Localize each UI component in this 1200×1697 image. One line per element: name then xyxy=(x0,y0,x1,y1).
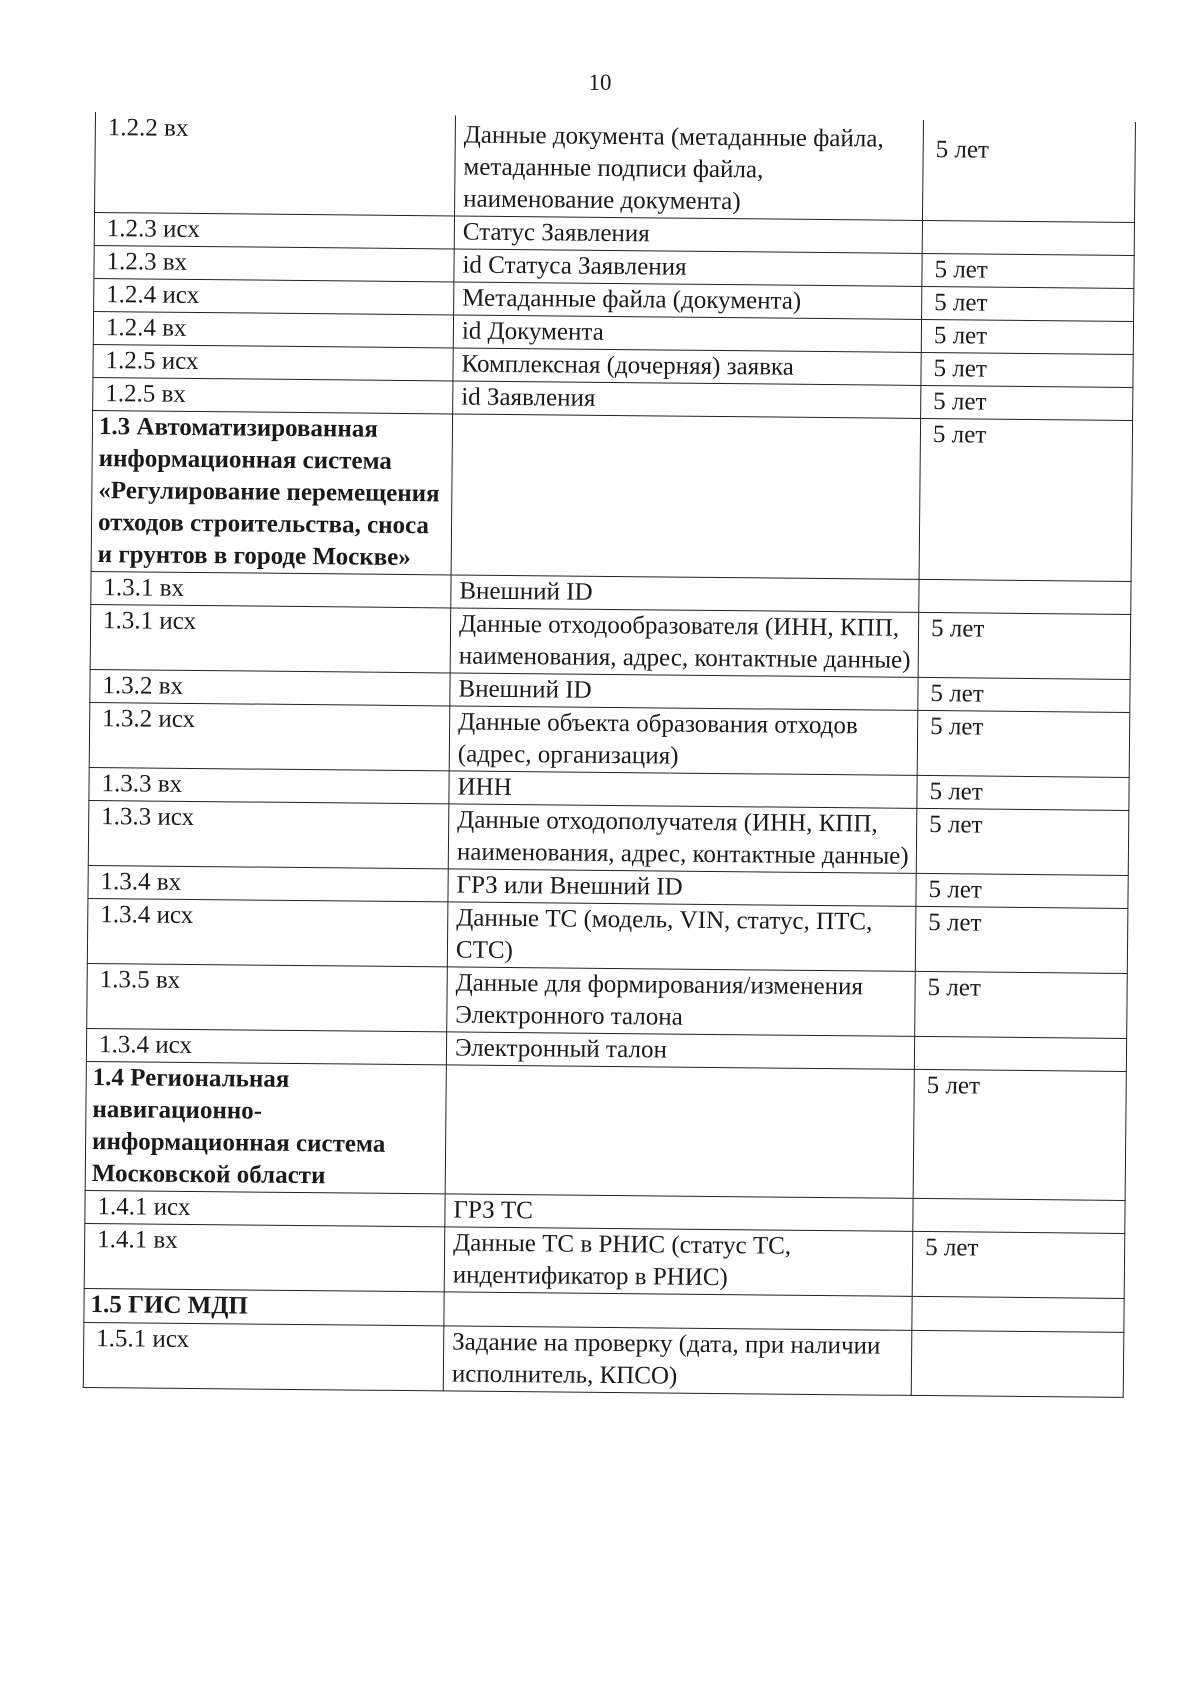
row-description xyxy=(444,1292,912,1330)
row-code: 1.3.5 вх xyxy=(87,963,448,1031)
row-term xyxy=(912,1296,1124,1332)
row-description: Данные отходополучателя (ИНН, КПП, наименования, адрес, контактные данные) xyxy=(448,804,917,873)
section-title: 1.5 ГИС МДП xyxy=(84,1288,444,1325)
row-term: 5 лет xyxy=(921,385,1133,420)
table-row xyxy=(95,112,1136,222)
row-code: 1.3.4 исх xyxy=(87,898,448,966)
row-description: Статус Заявления xyxy=(454,216,922,253)
row-code: 1.2.4 вх xyxy=(93,311,453,347)
section-title: 1.4 Региональная навигационно-информационная система Московской области xyxy=(85,1061,446,1193)
section-title: 1.3 Автоматизированная информационная система «Регулирование перемещения отходов строительства, сноса и грунтов в городе Москве» xyxy=(91,410,453,574)
row-term: 5 лет xyxy=(922,253,1134,288)
row-term: 5 лет xyxy=(913,1069,1126,1200)
row-description: id Документа xyxy=(453,315,921,352)
row-term: 5 лет xyxy=(918,612,1131,679)
row-description: Внешний ID xyxy=(451,575,919,612)
row-description: Комплексная (дочерняя) заявка xyxy=(453,348,921,385)
row-description: Данные ТС (модель, VIN, статус, ПТС, СТС) xyxy=(447,902,916,971)
row-code: 1.3.2 вх xyxy=(90,669,450,705)
section-row xyxy=(85,1061,1126,1200)
row-code: 1.3.1 вх xyxy=(91,571,451,607)
row-description: Электронный талон xyxy=(446,1032,914,1069)
row-description: Данные объекта образования отходов (адрес, организация) xyxy=(449,706,918,775)
row-code: 1.3.3 исх xyxy=(88,800,449,868)
row-description: Данные документа (метаданные файла, метаданные подписи файла, наименование документа) xyxy=(455,115,924,220)
row-code: 1.2.4 исх xyxy=(94,278,454,314)
row-description xyxy=(445,1065,914,1198)
row-code: 1.2.5 вх xyxy=(93,377,453,413)
table-row xyxy=(87,963,1128,1038)
row-description: Метаданные файла (документа) xyxy=(454,282,922,319)
section-row xyxy=(91,410,1132,581)
row-description: ГРЗ или Внешний ID xyxy=(448,869,916,906)
table-row xyxy=(84,1223,1125,1298)
row-code: 1.2.3 исх xyxy=(94,213,454,249)
row-term: 5 лет xyxy=(912,1231,1125,1298)
row-code: 1.3.3 вх xyxy=(89,767,449,803)
row-code: 1.4.1 вх xyxy=(84,1223,445,1291)
row-term xyxy=(913,1198,1125,1233)
row-code: 1.5.1 исх xyxy=(83,1322,444,1390)
row-description xyxy=(451,414,921,579)
row-term: 5 лет xyxy=(922,120,1135,223)
row-description: Данные отходообразователя (ИНН, КПП, наименования, адрес, контактные данные) xyxy=(450,608,919,677)
row-term: 5 лет xyxy=(917,710,1130,777)
table-row xyxy=(88,800,1129,875)
row-description: ГРЗ ТС xyxy=(445,1194,913,1231)
row-term: 5 лет xyxy=(916,808,1129,875)
row-code: 1.2.2 вх xyxy=(95,112,456,216)
row-description: id Заявления xyxy=(453,381,921,418)
row-code: 1.2.5 исх xyxy=(93,344,453,380)
row-code: 1.3.4 исх xyxy=(86,1028,446,1064)
row-description: id Статуса Заявления xyxy=(454,249,922,286)
row-term: 5 лет xyxy=(917,775,1129,810)
row-description: Задание на проверку (дата, при наличии исполнитель, КПСО) xyxy=(443,1326,912,1395)
row-code: 1.2.3 вх xyxy=(94,245,454,281)
row-description: Данные для формирования/изменения Электронного талона xyxy=(447,967,916,1036)
row-term xyxy=(922,220,1134,255)
row-term: 5 лет xyxy=(916,873,1128,908)
row-term xyxy=(914,1036,1126,1071)
row-term xyxy=(911,1330,1124,1397)
table-row xyxy=(89,702,1130,777)
row-code: 1.4.1 исх xyxy=(85,1190,445,1226)
row-term: 5 лет xyxy=(919,418,1133,581)
row-term: 5 лет xyxy=(921,352,1133,387)
row-term: 5 лет xyxy=(922,286,1134,321)
row-code: 1.3.4 вх xyxy=(88,865,448,901)
data-retention-table xyxy=(83,112,1136,1398)
row-description: Данные ТС в РНИС (статус ТС, индентификатор в РНИС) xyxy=(444,1227,913,1296)
row-term: 5 лет xyxy=(921,319,1133,354)
row-description: Внешний ID xyxy=(450,673,918,710)
row-term: 5 лет xyxy=(915,906,1128,973)
row-code: 1.3.1 исх xyxy=(90,604,451,672)
table-row xyxy=(83,1322,1124,1397)
row-code: 1.3.2 исх xyxy=(89,702,450,770)
row-term: 5 лет xyxy=(918,677,1130,712)
page-number: 10 xyxy=(588,70,612,95)
table-row xyxy=(87,898,1128,973)
row-term: 5 лет xyxy=(915,971,1128,1038)
row-term xyxy=(919,579,1131,614)
table-row xyxy=(90,604,1131,679)
row-description: ИНН xyxy=(449,771,917,808)
